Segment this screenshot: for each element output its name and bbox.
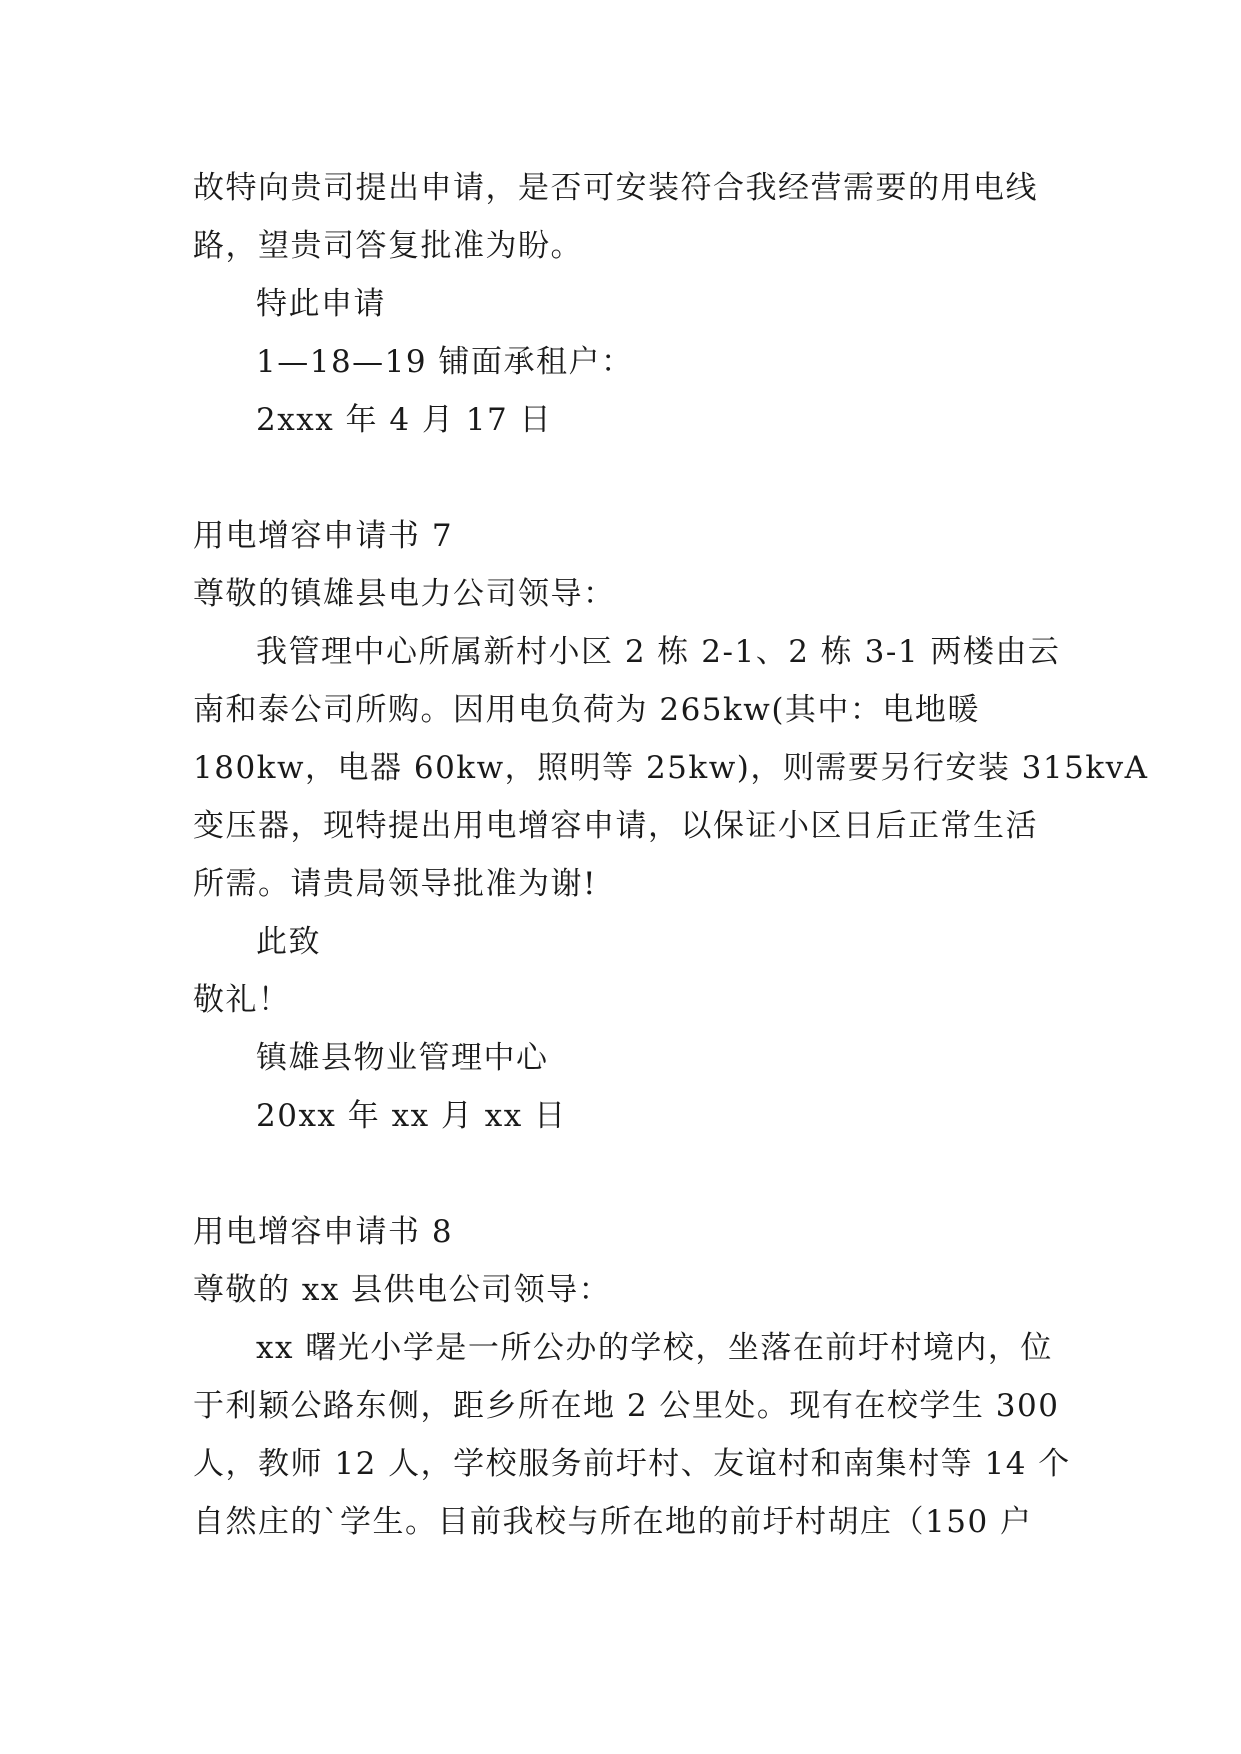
salutation: 尊敬的镇雄县电力公司领导： — [193, 576, 616, 612]
paragraph-line: 180kw，电器 60kw，照明等 25kw)，则需要另行安装 315kvA — [193, 750, 1149, 786]
salutation: 尊敬的 xx 县供电公司领导： — [193, 1272, 612, 1308]
closing-phrase: 特此申请 — [256, 286, 386, 322]
section-heading: 用电增容申请书 8 — [193, 1214, 454, 1250]
section-heading: 用电增容申请书 7 — [193, 518, 454, 554]
paragraph-line: 我管理中心所属新村小区 2 栋 2-1、2 栋 3-1 两楼由云 — [256, 634, 1061, 670]
paragraph-line: 自然庄的`学生。目前我校与所在地的前圩村胡庄（150 户 — [193, 1504, 1033, 1540]
paragraph-line: 故特向贵司提出申请，是否可安装符合我经营需要的用电线 — [193, 170, 1038, 206]
paragraph-line: 南和泰公司所购。因用电负荷为 265kw(其中：电地暖 — [193, 692, 980, 728]
date-line: 20xx 年 xx 月 xx 日 — [256, 1098, 567, 1134]
paragraph-line: xx 曙光小学是一所公办的学校，坐落在前圩村境内，位 — [256, 1330, 1053, 1366]
paragraph-line: 人，教师 12 人，学校服务前圩村、友谊村和南集村等 14 个 — [193, 1446, 1071, 1482]
paragraph-line: 路，望贵司答复批准为盼。 — [193, 228, 583, 264]
signatory: 1—18—19 铺面承租户： — [256, 344, 634, 380]
signatory: 镇雄县物业管理中心 — [256, 1040, 549, 1076]
paragraph-line: 所需。请贵局领导批准为谢! — [193, 866, 597, 902]
paragraph-line: 于利颖公路东侧，距乡所在地 2 公里处。现有在校学生 300 — [193, 1388, 1060, 1424]
date-line: 2xxx 年 4 月 17 日 — [256, 402, 553, 438]
paragraph-line: 变压器，现特提出用电增容申请，以保证小区日后正常生活 — [193, 808, 1038, 844]
closing-phrase: 敬礼！ — [193, 982, 291, 1018]
closing-phrase: 此致 — [256, 924, 321, 960]
